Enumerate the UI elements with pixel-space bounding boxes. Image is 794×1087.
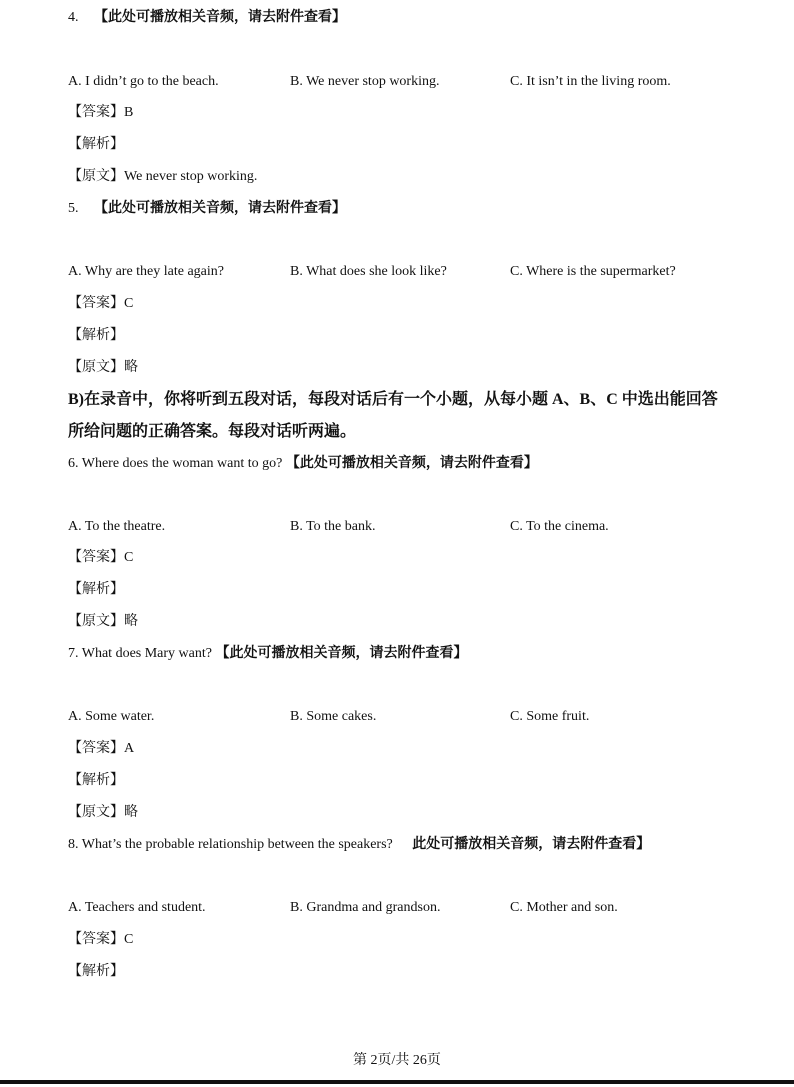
page-footer: 第 2页/共 26页 (353, 1053, 441, 1068)
option-b: B. What does she look like? (290, 264, 447, 279)
question-8-header (68, 836, 650, 854)
original-text: 【原文】略 (68, 614, 138, 629)
question-7-header (68, 645, 467, 663)
question-8-options (68, 899, 768, 917)
answer: 【答案】C (68, 932, 134, 947)
section-b-line-1: B)在录音中，你将听到五段对话，每段对话后有一个小题，从每小题 A、B、C 中选出能回答 (68, 391, 718, 408)
option-a: A. I didn’t go to the beach. (68, 74, 219, 89)
audio-tag[interactable]: 【此处可播放相关音频，请去附件查看】 (215, 646, 468, 661)
answer: 【答案】C (68, 296, 134, 311)
answer: 【答案】C (68, 550, 134, 565)
option-c: C. Some fruit. (510, 709, 590, 724)
question-number: 8. (68, 837, 79, 852)
question-number: 6. (68, 456, 79, 471)
answer: 【答案】A (68, 741, 135, 756)
option-a: A. Why are they late again? (68, 264, 225, 279)
question-stem: Where does the woman want to go? (81, 456, 283, 471)
option-b: B. We never stop working. (290, 74, 440, 89)
section-b-instructions (68, 384, 748, 448)
original-text: 【原文】We never stop working. (68, 169, 258, 184)
question-stem: What does Mary want? (81, 646, 212, 661)
question-4-options (68, 73, 768, 91)
option-b: B. Grandma and grandson. (290, 900, 441, 915)
audio-tag[interactable]: 【此处可播放相关音频，请去附件查看】 (285, 456, 538, 471)
section-b-line-2: 所给问题的正确答案。每段对话听两遍。 (68, 423, 357, 440)
question-4-header (68, 9, 346, 27)
option-c: C. To the cinema. (510, 519, 609, 534)
audio-tag[interactable]: 【此处可播放相关音频，请去附件查看】 (94, 201, 346, 216)
question-number: 7. (68, 646, 79, 661)
option-a: A. Some water. (68, 709, 155, 724)
question-stem: What’s the probable relationship between the speakers? (81, 837, 393, 852)
option-a: A. To the theatre. (68, 519, 166, 534)
question-5-options (68, 263, 768, 281)
audio-tag[interactable]: 此处可播放相关音频，请去附件查看】 (412, 837, 651, 852)
option-c: C. It isn’t in the living room. (510, 74, 671, 89)
analysis: 【解析】 (68, 964, 124, 979)
option-b: B. To the bank. (290, 519, 376, 534)
answer: 【答案】B (68, 105, 134, 120)
original-text: 【原文】略 (68, 805, 138, 820)
analysis: 【解析】 (68, 773, 124, 788)
original-text: 【原文】略 (68, 360, 138, 375)
analysis: 【解析】 (68, 137, 124, 152)
option-a: A. Teachers and student. (68, 900, 206, 915)
question-number: 4. (68, 10, 79, 25)
question-6-options (68, 518, 768, 536)
question-number: 5. (68, 201, 79, 216)
question-7-options (68, 708, 768, 726)
option-c: C. Mother and son. (510, 900, 618, 915)
audio-tag[interactable]: 【此处可播放相关音频，请去附件查看】 (94, 10, 346, 25)
option-b: B. Some cakes. (290, 709, 377, 724)
bottom-border (0, 1080, 794, 1084)
option-c: C. Where is the supermarket? (510, 264, 676, 279)
analysis: 【解析】 (68, 328, 124, 343)
question-6-header (68, 455, 538, 473)
analysis: 【解析】 (68, 582, 124, 597)
question-5-header (68, 200, 346, 218)
